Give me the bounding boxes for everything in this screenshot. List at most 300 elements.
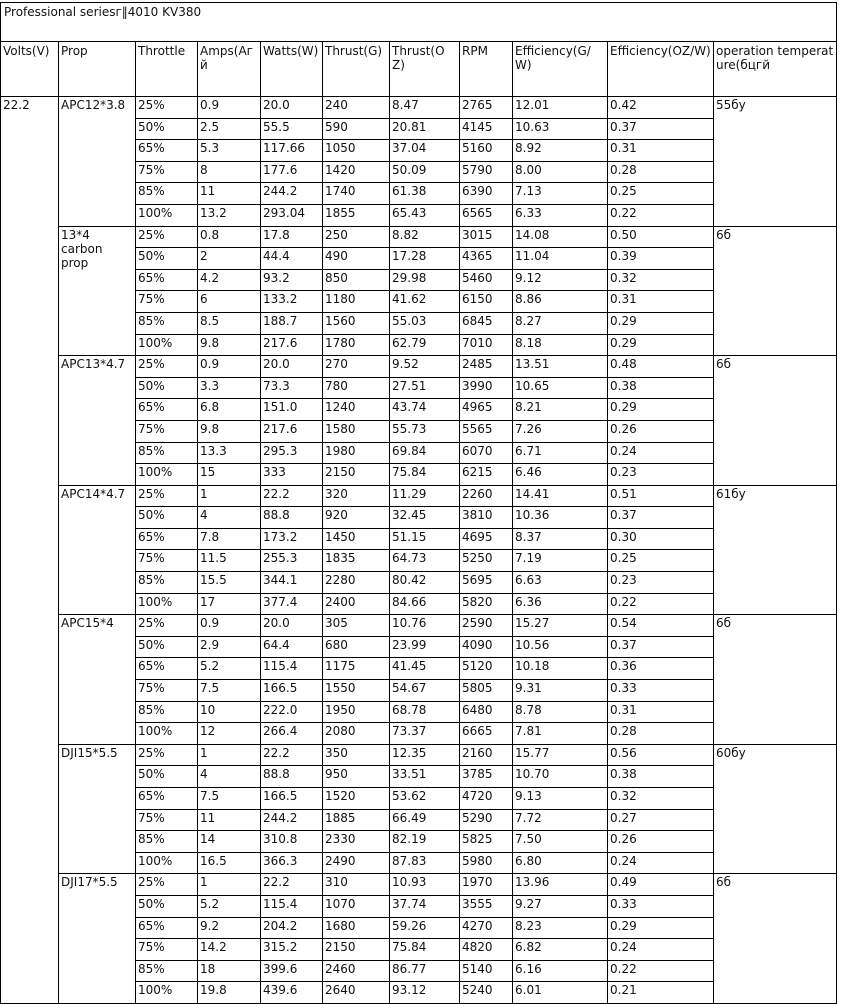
rpm-cell: 6845 xyxy=(460,312,513,334)
thrust-g-cell: 350 xyxy=(323,744,390,766)
amps-cell: 2 xyxy=(198,248,261,270)
amps-cell: 9.8 xyxy=(198,420,261,442)
amps-cell: 5.2 xyxy=(198,895,261,917)
prop-cell: APC13*4.7 xyxy=(59,356,136,486)
throttle-cell: 65% xyxy=(136,399,198,421)
header-thrust-oz: Thrust(OZ) xyxy=(390,42,460,97)
thrust-g-cell: 2150 xyxy=(323,939,390,961)
throttle-cell: 100% xyxy=(136,204,198,226)
table-row xyxy=(1,356,837,378)
amps-cell: 4 xyxy=(198,507,261,529)
watts-cell: 117.66 xyxy=(261,140,323,162)
amps-cell: 10 xyxy=(198,701,261,723)
thrust-g-cell: 1980 xyxy=(323,442,390,464)
rpm-cell: 4145 xyxy=(460,118,513,140)
thrust-oz-cell: 86.77 xyxy=(390,960,460,982)
rpm-cell: 6070 xyxy=(460,442,513,464)
amps-cell: 19.8 xyxy=(198,982,261,1004)
thrust-g-cell: 1050 xyxy=(323,140,390,162)
thrust-oz-cell: 43.74 xyxy=(390,399,460,421)
thrust-g-cell: 1885 xyxy=(323,809,390,831)
thrust-g-cell: 2400 xyxy=(323,593,390,615)
throttle-cell: 100% xyxy=(136,723,198,745)
throttle-cell: 65% xyxy=(136,917,198,939)
thrust-oz-cell: 50.09 xyxy=(390,161,460,183)
efficiency-gw-cell: 7.19 xyxy=(513,550,608,572)
thrust-g-cell: 2080 xyxy=(323,723,390,745)
efficiency-gw-cell: 7.72 xyxy=(513,809,608,831)
rpm-cell: 5790 xyxy=(460,161,513,183)
table-row xyxy=(1,485,837,507)
efficiency-ozw-cell: 0.24 xyxy=(608,939,714,961)
thrust-oz-cell: 8.82 xyxy=(390,226,460,248)
thrust-g-cell: 1740 xyxy=(323,183,390,205)
header-throttle: Throttle xyxy=(136,42,198,97)
rpm-cell: 5980 xyxy=(460,852,513,874)
throttle-cell: 65% xyxy=(136,788,198,810)
efficiency-gw-cell: 9.12 xyxy=(513,269,608,291)
thrust-g-cell: 780 xyxy=(323,377,390,399)
efficiency-ozw-cell: 0.38 xyxy=(608,377,714,399)
efficiency-ozw-cell: 0.25 xyxy=(608,550,714,572)
amps-cell: 15.5 xyxy=(198,572,261,594)
efficiency-gw-cell: 10.70 xyxy=(513,766,608,788)
thrust-g-cell: 1450 xyxy=(323,528,390,550)
throttle-cell: 85% xyxy=(136,183,198,205)
rpm-cell: 6215 xyxy=(460,464,513,486)
throttle-cell: 25% xyxy=(136,874,198,896)
throttle-cell: 85% xyxy=(136,312,198,334)
watts-cell: 55.5 xyxy=(261,118,323,140)
throttle-cell: 25% xyxy=(136,356,198,378)
efficiency-gw-cell: 13.51 xyxy=(513,356,608,378)
throttle-cell: 75% xyxy=(136,420,198,442)
efficiency-ozw-cell: 0.31 xyxy=(608,291,714,313)
thrust-g-cell: 950 xyxy=(323,766,390,788)
efficiency-ozw-cell: 0.49 xyxy=(608,874,714,896)
amps-cell: 2.5 xyxy=(198,118,261,140)
efficiency-ozw-cell: 0.26 xyxy=(608,420,714,442)
rpm-cell: 3555 xyxy=(460,895,513,917)
thrust-g-cell: 2330 xyxy=(323,831,390,853)
amps-cell: 13.2 xyxy=(198,204,261,226)
efficiency-gw-cell: 7.50 xyxy=(513,831,608,853)
efficiency-gw-cell: 8.86 xyxy=(513,291,608,313)
efficiency-gw-cell: 6.82 xyxy=(513,939,608,961)
watts-cell: 166.5 xyxy=(261,680,323,702)
prop-cell: APC15*4 xyxy=(59,615,136,745)
rpm-cell: 2590 xyxy=(460,615,513,637)
efficiency-gw-cell: 6.63 xyxy=(513,572,608,594)
rpm-cell: 6480 xyxy=(460,701,513,723)
throttle-cell: 75% xyxy=(136,161,198,183)
efficiency-ozw-cell: 0.54 xyxy=(608,615,714,637)
thrust-g-cell: 2490 xyxy=(323,852,390,874)
rpm-cell: 4720 xyxy=(460,788,513,810)
efficiency-ozw-cell: 0.29 xyxy=(608,917,714,939)
thrust-oz-cell: 54.67 xyxy=(390,680,460,702)
watts-cell: 166.5 xyxy=(261,788,323,810)
thrust-g-cell: 1180 xyxy=(323,291,390,313)
thrust-oz-cell: 23.99 xyxy=(390,636,460,658)
efficiency-ozw-cell: 0.48 xyxy=(608,356,714,378)
thrust-oz-cell: 82.19 xyxy=(390,831,460,853)
thrust-oz-cell: 12.35 xyxy=(390,744,460,766)
watts-cell: 73.3 xyxy=(261,377,323,399)
throttle-cell: 25% xyxy=(136,226,198,248)
watts-cell: 244.2 xyxy=(261,183,323,205)
efficiency-ozw-cell: 0.27 xyxy=(608,809,714,831)
watts-cell: 44.4 xyxy=(261,248,323,270)
amps-cell: 16.5 xyxy=(198,852,261,874)
thrust-oz-cell: 69.84 xyxy=(390,442,460,464)
thrust-oz-cell: 65.43 xyxy=(390,204,460,226)
amps-cell: 4 xyxy=(198,766,261,788)
efficiency-gw-cell: 6.36 xyxy=(513,593,608,615)
efficiency-gw-cell: 8.23 xyxy=(513,917,608,939)
thrust-g-cell: 680 xyxy=(323,636,390,658)
amps-cell: 0.9 xyxy=(198,356,261,378)
rpm-cell: 4820 xyxy=(460,939,513,961)
watts-cell: 88.8 xyxy=(261,507,323,529)
efficiency-gw-cell: 8.00 xyxy=(513,161,608,183)
motor-test-table-container xyxy=(0,2,836,1004)
watts-cell: 22.2 xyxy=(261,485,323,507)
watts-cell: 20.0 xyxy=(261,97,323,119)
rpm-cell: 5160 xyxy=(460,140,513,162)
throttle-cell: 50% xyxy=(136,248,198,270)
table-row xyxy=(1,226,837,248)
efficiency-ozw-cell: 0.38 xyxy=(608,766,714,788)
thrust-g-cell: 310 xyxy=(323,874,390,896)
rpm-cell: 4695 xyxy=(460,528,513,550)
thrust-g-cell: 1520 xyxy=(323,788,390,810)
throttle-cell: 25% xyxy=(136,485,198,507)
efficiency-gw-cell: 9.27 xyxy=(513,895,608,917)
rpm-cell: 6150 xyxy=(460,291,513,313)
thrust-g-cell: 590 xyxy=(323,118,390,140)
rpm-cell: 6390 xyxy=(460,183,513,205)
thrust-g-cell: 1855 xyxy=(323,204,390,226)
amps-cell: 9.2 xyxy=(198,917,261,939)
header-thrust-g: Thrust(G) xyxy=(323,42,390,97)
rpm-cell: 3015 xyxy=(460,226,513,248)
throttle-cell: 65% xyxy=(136,658,198,680)
thrust-g-cell: 305 xyxy=(323,615,390,637)
amps-cell: 18 xyxy=(198,960,261,982)
watts-cell: 399.6 xyxy=(261,960,323,982)
rpm-cell: 5140 xyxy=(460,960,513,982)
rpm-cell: 4090 xyxy=(460,636,513,658)
efficiency-gw-cell: 8.78 xyxy=(513,701,608,723)
thrust-g-cell: 2640 xyxy=(323,982,390,1004)
thrust-oz-cell: 10.93 xyxy=(390,874,460,896)
throttle-cell: 75% xyxy=(136,680,198,702)
watts-cell: 344.1 xyxy=(261,572,323,594)
amps-cell: 6.8 xyxy=(198,399,261,421)
header-efficiency-gw: Efficiency(G/W) xyxy=(513,42,608,97)
thrust-oz-cell: 29.98 xyxy=(390,269,460,291)
thrust-oz-cell: 73.37 xyxy=(390,723,460,745)
efficiency-gw-cell: 6.33 xyxy=(513,204,608,226)
thrust-g-cell: 1580 xyxy=(323,420,390,442)
thrust-g-cell: 1240 xyxy=(323,399,390,421)
thrust-g-cell: 2460 xyxy=(323,960,390,982)
temperature-cell: 61бу xyxy=(714,485,837,615)
watts-cell: 88.8 xyxy=(261,766,323,788)
watts-cell: 20.0 xyxy=(261,356,323,378)
amps-cell: 11 xyxy=(198,809,261,831)
thrust-oz-cell: 33.51 xyxy=(390,766,460,788)
efficiency-ozw-cell: 0.33 xyxy=(608,895,714,917)
amps-cell: 17 xyxy=(198,593,261,615)
watts-cell: 20.0 xyxy=(261,615,323,637)
watts-cell: 293.04 xyxy=(261,204,323,226)
throttle-cell: 65% xyxy=(136,269,198,291)
thrust-oz-cell: 41.45 xyxy=(390,658,460,680)
efficiency-ozw-cell: 0.37 xyxy=(608,118,714,140)
thrust-oz-cell: 51.15 xyxy=(390,528,460,550)
amps-cell: 9.8 xyxy=(198,334,261,356)
efficiency-ozw-cell: 0.50 xyxy=(608,226,714,248)
efficiency-gw-cell: 8.37 xyxy=(513,528,608,550)
efficiency-ozw-cell: 0.28 xyxy=(608,723,714,745)
throttle-cell: 75% xyxy=(136,550,198,572)
efficiency-ozw-cell: 0.26 xyxy=(608,831,714,853)
efficiency-gw-cell: 9.13 xyxy=(513,788,608,810)
efficiency-ozw-cell: 0.31 xyxy=(608,140,714,162)
watts-cell: 295.3 xyxy=(261,442,323,464)
prop-cell: DJI15*5.5 xyxy=(59,744,136,874)
prop-cell: APC12*3.8 xyxy=(59,97,136,227)
efficiency-ozw-cell: 0.29 xyxy=(608,312,714,334)
efficiency-ozw-cell: 0.37 xyxy=(608,636,714,658)
table-row xyxy=(1,874,837,896)
amps-cell: 8 xyxy=(198,161,261,183)
amps-cell: 5.3 xyxy=(198,140,261,162)
efficiency-gw-cell: 9.31 xyxy=(513,680,608,702)
amps-cell: 7.5 xyxy=(198,788,261,810)
amps-cell: 13.3 xyxy=(198,442,261,464)
thrust-g-cell: 2150 xyxy=(323,464,390,486)
watts-cell: 333 xyxy=(261,464,323,486)
rpm-cell: 6665 xyxy=(460,723,513,745)
watts-cell: 177.6 xyxy=(261,161,323,183)
rpm-cell: 3785 xyxy=(460,766,513,788)
watts-cell: 244.2 xyxy=(261,809,323,831)
efficiency-ozw-cell: 0.31 xyxy=(608,701,714,723)
efficiency-gw-cell: 11.04 xyxy=(513,248,608,270)
thrust-g-cell: 240 xyxy=(323,97,390,119)
rpm-cell: 6565 xyxy=(460,204,513,226)
rpm-cell: 3990 xyxy=(460,377,513,399)
throttle-cell: 25% xyxy=(136,97,198,119)
watts-cell: 115.4 xyxy=(261,658,323,680)
thrust-g-cell: 1070 xyxy=(323,895,390,917)
throttle-cell: 85% xyxy=(136,960,198,982)
amps-cell: 3.3 xyxy=(198,377,261,399)
header-watts: Watts(W) xyxy=(261,42,323,97)
rpm-cell: 5695 xyxy=(460,572,513,594)
rpm-cell: 2485 xyxy=(460,356,513,378)
watts-cell: 22.2 xyxy=(261,744,323,766)
header-rpm: RPM xyxy=(460,42,513,97)
efficiency-ozw-cell: 0.30 xyxy=(608,528,714,550)
thrust-oz-cell: 75.84 xyxy=(390,464,460,486)
thrust-oz-cell: 37.74 xyxy=(390,895,460,917)
throttle-cell: 25% xyxy=(136,615,198,637)
prop-cell: 13*4 carbon prop xyxy=(59,226,136,356)
efficiency-gw-cell: 6.71 xyxy=(513,442,608,464)
throttle-cell: 50% xyxy=(136,766,198,788)
thrust-g-cell: 490 xyxy=(323,248,390,270)
thrust-g-cell: 2280 xyxy=(323,572,390,594)
caption-row xyxy=(1,3,837,42)
table-caption: Professional seriesг‖4010 KV380 xyxy=(1,3,837,42)
throttle-cell: 100% xyxy=(136,334,198,356)
efficiency-ozw-cell: 0.51 xyxy=(608,485,714,507)
watts-cell: 115.4 xyxy=(261,895,323,917)
header-operation-temperature: operation temperature(бцгй xyxy=(714,42,837,97)
thrust-oz-cell: 11.29 xyxy=(390,485,460,507)
temperature-cell: 60бу xyxy=(714,744,837,874)
efficiency-gw-cell: 15.77 xyxy=(513,744,608,766)
throttle-cell: 100% xyxy=(136,464,198,486)
throttle-cell: 50% xyxy=(136,507,198,529)
watts-cell: 17.8 xyxy=(261,226,323,248)
efficiency-gw-cell: 10.56 xyxy=(513,636,608,658)
watts-cell: 439.6 xyxy=(261,982,323,1004)
throttle-cell: 100% xyxy=(136,982,198,1004)
thrust-g-cell: 850 xyxy=(323,269,390,291)
watts-cell: 266.4 xyxy=(261,723,323,745)
thrust-oz-cell: 66.49 xyxy=(390,809,460,831)
efficiency-gw-cell: 7.81 xyxy=(513,723,608,745)
efficiency-ozw-cell: 0.22 xyxy=(608,593,714,615)
rpm-cell: 4365 xyxy=(460,248,513,270)
thrust-oz-cell: 8.47 xyxy=(390,97,460,119)
rpm-cell: 5805 xyxy=(460,680,513,702)
efficiency-ozw-cell: 0.23 xyxy=(608,572,714,594)
efficiency-ozw-cell: 0.32 xyxy=(608,269,714,291)
temperature-cell: 6б xyxy=(714,874,837,1004)
throttle-cell: 85% xyxy=(136,572,198,594)
watts-cell: 377.4 xyxy=(261,593,323,615)
amps-cell: 2.9 xyxy=(198,636,261,658)
amps-cell: 1 xyxy=(198,874,261,896)
thrust-oz-cell: 61.38 xyxy=(390,183,460,205)
efficiency-gw-cell: 10.36 xyxy=(513,507,608,529)
watts-cell: 188.7 xyxy=(261,312,323,334)
header-efficiency-ozw: Efficiency(OZ/W) xyxy=(608,42,714,97)
rpm-cell: 2765 xyxy=(460,97,513,119)
efficiency-gw-cell: 6.16 xyxy=(513,960,608,982)
watts-cell: 64.4 xyxy=(261,636,323,658)
efficiency-gw-cell: 6.80 xyxy=(513,852,608,874)
efficiency-gw-cell: 12.01 xyxy=(513,97,608,119)
throttle-cell: 75% xyxy=(136,809,198,831)
amps-cell: 5.2 xyxy=(198,658,261,680)
thrust-oz-cell: 53.62 xyxy=(390,788,460,810)
header-volts: Volts(V) xyxy=(1,42,59,97)
watts-cell: 22.2 xyxy=(261,874,323,896)
rpm-cell: 4965 xyxy=(460,399,513,421)
temperature-cell: 55бу xyxy=(714,97,837,227)
table-body xyxy=(1,3,837,1004)
thrust-g-cell: 1835 xyxy=(323,550,390,572)
thrust-g-cell: 1175 xyxy=(323,658,390,680)
efficiency-ozw-cell: 0.32 xyxy=(608,788,714,810)
thrust-oz-cell: 59.26 xyxy=(390,917,460,939)
amps-cell: 0.8 xyxy=(198,226,261,248)
thrust-oz-cell: 80.42 xyxy=(390,572,460,594)
efficiency-gw-cell: 14.08 xyxy=(513,226,608,248)
thrust-g-cell: 1550 xyxy=(323,680,390,702)
efficiency-ozw-cell: 0.33 xyxy=(608,680,714,702)
thrust-oz-cell: 55.03 xyxy=(390,312,460,334)
rpm-cell: 5290 xyxy=(460,809,513,831)
rpm-cell: 5820 xyxy=(460,593,513,615)
efficiency-gw-cell: 10.63 xyxy=(513,118,608,140)
efficiency-ozw-cell: 0.29 xyxy=(608,399,714,421)
efficiency-gw-cell: 8.27 xyxy=(513,312,608,334)
header-row xyxy=(1,42,837,97)
thrust-oz-cell: 93.12 xyxy=(390,982,460,1004)
throttle-cell: 50% xyxy=(136,377,198,399)
efficiency-ozw-cell: 0.21 xyxy=(608,982,714,1004)
thrust-g-cell: 920 xyxy=(323,507,390,529)
rpm-cell: 3810 xyxy=(460,507,513,529)
amps-cell: 0.9 xyxy=(198,97,261,119)
efficiency-ozw-cell: 0.37 xyxy=(608,507,714,529)
temperature-cell: 6б xyxy=(714,226,837,356)
rpm-cell: 4270 xyxy=(460,917,513,939)
throttle-cell: 50% xyxy=(136,118,198,140)
watts-cell: 173.2 xyxy=(261,528,323,550)
efficiency-gw-cell: 6.46 xyxy=(513,464,608,486)
watts-cell: 310.8 xyxy=(261,831,323,853)
thrust-g-cell: 1950 xyxy=(323,701,390,723)
volts-cell: 22.2 xyxy=(1,97,59,1004)
efficiency-ozw-cell: 0.29 xyxy=(608,334,714,356)
efficiency-ozw-cell: 0.39 xyxy=(608,248,714,270)
thrust-oz-cell: 37.04 xyxy=(390,140,460,162)
efficiency-ozw-cell: 0.42 xyxy=(608,97,714,119)
throttle-cell: 25% xyxy=(136,744,198,766)
efficiency-gw-cell: 15.27 xyxy=(513,615,608,637)
thrust-oz-cell: 64.73 xyxy=(390,550,460,572)
amps-cell: 7.5 xyxy=(198,680,261,702)
amps-cell: 14 xyxy=(198,831,261,853)
efficiency-ozw-cell: 0.23 xyxy=(608,464,714,486)
rpm-cell: 2260 xyxy=(460,485,513,507)
rpm-cell: 5460 xyxy=(460,269,513,291)
efficiency-ozw-cell: 0.22 xyxy=(608,960,714,982)
thrust-g-cell: 1560 xyxy=(323,312,390,334)
watts-cell: 366.3 xyxy=(261,852,323,874)
rpm-cell: 5240 xyxy=(460,982,513,1004)
temperature-cell: 6б xyxy=(714,356,837,486)
throttle-cell: 75% xyxy=(136,939,198,961)
thrust-g-cell: 250 xyxy=(323,226,390,248)
thrust-oz-cell: 84.66 xyxy=(390,593,460,615)
thrust-g-cell: 1420 xyxy=(323,161,390,183)
watts-cell: 315.2 xyxy=(261,939,323,961)
table-row xyxy=(1,97,837,119)
efficiency-ozw-cell: 0.22 xyxy=(608,204,714,226)
amps-cell: 4.2 xyxy=(198,269,261,291)
thrust-oz-cell: 17.28 xyxy=(390,248,460,270)
